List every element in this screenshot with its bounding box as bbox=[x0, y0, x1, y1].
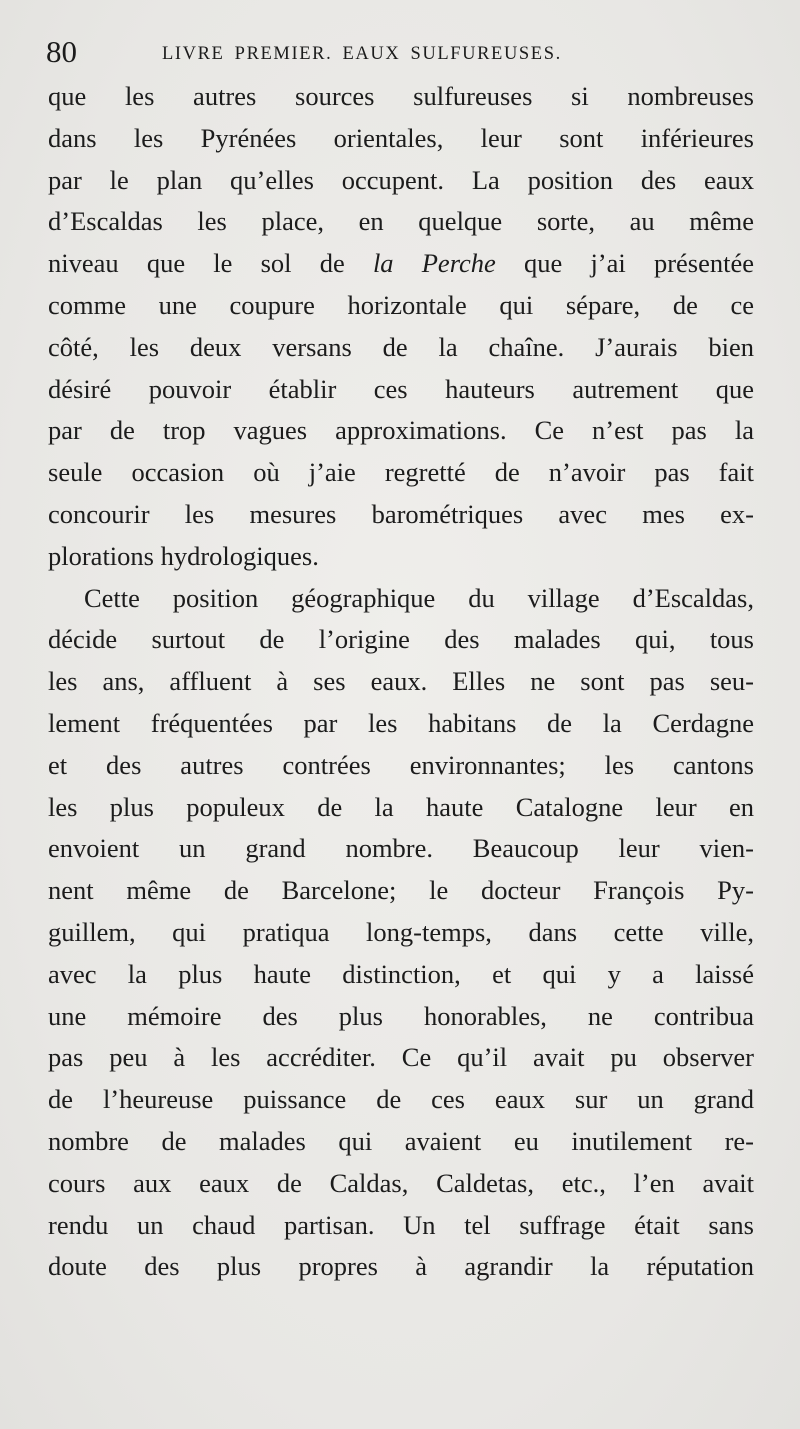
text-line bbox=[48, 243, 754, 285]
text-line: nombre de malades qui avaient eu inutilement re- bbox=[48, 1125, 754, 1156]
text-line: cours aux eaux de Caldas, Caldetas, etc., l’en avait bbox=[48, 1167, 754, 1198]
text-line: une mémoire des plus honorables, ne contribua bbox=[48, 1000, 754, 1031]
running-head bbox=[46, 34, 756, 70]
text-line: dans les Pyrénées orientales, leur sont inférieures bbox=[48, 122, 754, 153]
text-line: côté, les deux versans de la chaîne. J’aurais bien bbox=[48, 331, 754, 362]
text-line: que les autres sources sulfureuses si nombreuses bbox=[48, 81, 754, 111]
text-line: comme une coupure horizontale qui sépare, de ce bbox=[48, 289, 754, 320]
text-line: par de trop vagues approximations. Ce n’est pas la bbox=[48, 415, 754, 446]
italic-term: la Perche bbox=[372, 248, 496, 279]
text-line: nent même de Barcelone; le docteur François Py- bbox=[48, 875, 754, 906]
text-line: décide surtout de l’origine des malades qui, tous bbox=[48, 624, 754, 655]
text-line: concourir les mesures barométriques avec mes ex- bbox=[48, 498, 754, 529]
body-text bbox=[48, 76, 754, 1288]
text-fragment: niveau que le sol de bbox=[48, 248, 373, 279]
text-line: doute des plus propres à agrandir la réputation bbox=[48, 1251, 754, 1282]
text-line: les plus populeux de la haute Catalogne leur en bbox=[48, 791, 754, 822]
text-line: d’Escaldas les place, en quelque sorte, au même bbox=[48, 206, 754, 237]
text-line: seule occasion où j’aie regretté de n’avoir pas fait bbox=[48, 457, 754, 488]
paragraph-end-line: plorations hydrologiques. bbox=[48, 540, 319, 571]
text-line: envoient un grand nombre. Beaucoup leur vien- bbox=[48, 833, 754, 864]
text-line: désiré pouvoir établir ces hauteurs autrement que bbox=[48, 373, 754, 404]
text-line: guillem, qui pratiqua long-temps, dans cette ville, bbox=[48, 916, 754, 947]
text-line: rendu un chaud partisan. Un tel suffrage était sans bbox=[48, 1209, 754, 1240]
paragraph-start-line: Cette position géographique du village d’Escaldas, bbox=[84, 582, 754, 613]
running-title: LIVRE PREMIER. EAUX SULFUREUSES. bbox=[162, 44, 562, 64]
text-line: avec la plus haute distinction, et qui y a laissé bbox=[48, 958, 754, 989]
text-line: lement fréquentées par les habitans de la Cerdagne bbox=[48, 707, 754, 738]
text-line: pas peu à les accréditer. Ce qu’il avait pu observer bbox=[48, 1042, 754, 1073]
page-number: 80 bbox=[46, 34, 77, 69]
text-fragment: que j’ai présentée bbox=[495, 248, 754, 279]
text-line: les ans, affluent à ses eaux. Elles ne sont pas seu- bbox=[48, 666, 754, 697]
text-line: et des autres contrées environnantes; les cantons bbox=[48, 749, 754, 780]
text-line: par le plan qu’elles occupent. La position des eaux bbox=[48, 164, 754, 195]
text-line: de l’heureuse puissance de ces eaux sur un grand bbox=[48, 1084, 754, 1115]
